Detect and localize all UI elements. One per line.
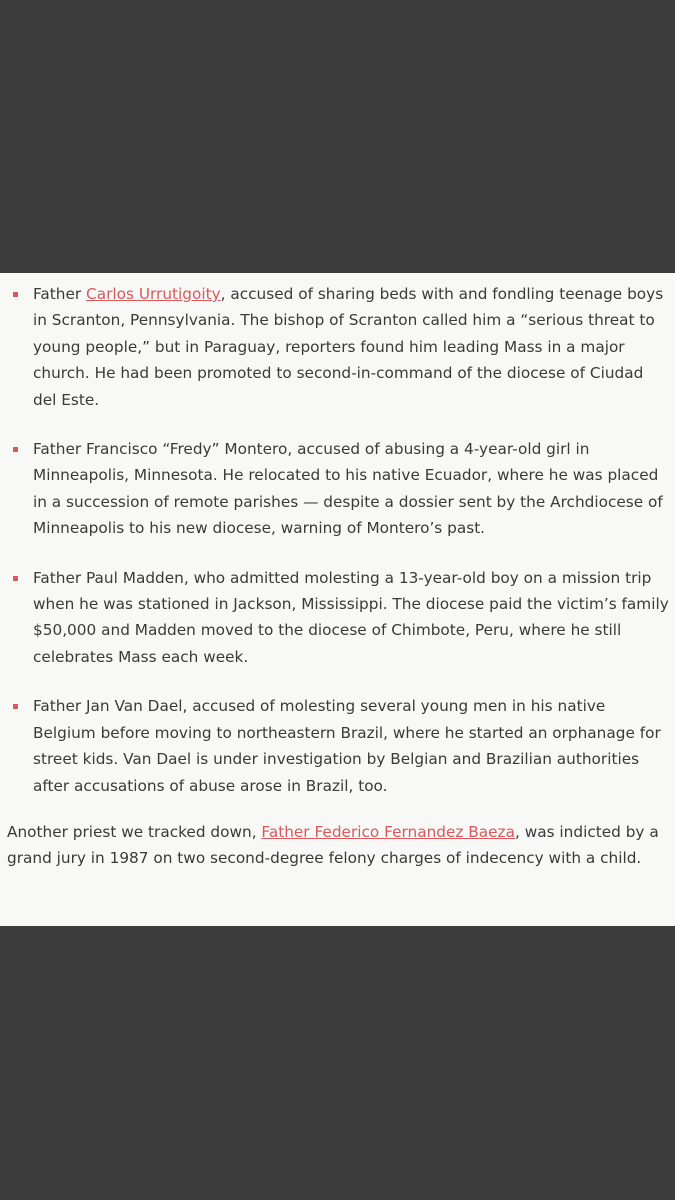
bullet-text: Father Jan Van Dael, accused of molesting several young men in his native Belgium before moving to northeastern Brazil, where he started an orphanage for street kids. Van Dael is under investigation by Belgian and Brazilian authorities after accusations of abuse arose in Brazil, too.	[33, 697, 661, 795]
priest-list	[0, 273, 675, 799]
list-item	[0, 693, 675, 799]
article-excerpt	[0, 273, 675, 926]
bullet-icon	[13, 576, 18, 581]
closing-paragraph	[0, 819, 675, 872]
bullet-text: Father Francisco “Fredy” Montero, accused of abusing a 4-year-old girl in Minneapolis, Minnesota. He relocated to his native Ecuador, where he was placed in a succession of remote parishes — despite a dossier sent by the Archdiocese of Minneapolis to his new diocese, warning of Montero’s past.	[33, 440, 663, 538]
bullet-icon	[13, 704, 18, 709]
bullet-text-before: Father	[33, 285, 87, 303]
bullet-icon	[13, 292, 18, 297]
list-item	[0, 281, 675, 413]
carlos-urrutigoity-link[interactable]: Carlos Urrutigoity	[86, 285, 221, 303]
list-item	[0, 565, 675, 671]
bullet-icon	[13, 447, 18, 452]
closing-text-after: , was indicted by a grand jury in 1987 on two second-degree felony charges of indecency with a child.	[7, 822, 659, 868]
closing-text-before: Another priest we tracked down,	[7, 822, 262, 841]
bullet-text: Father Paul Madden, who admitted molesting a 13-year-old boy on a mission trip when he was stationed in Jackson, Mississippi. The diocese paid the victim’s family $50,000 and Madden moved to the diocese of Chimbote, Peru, where he still celebrates Mass each week.	[33, 568, 669, 666]
list-item	[0, 436, 675, 542]
federico-fernandez-baeza-link[interactable]: Father Federico Fernandez Baeza	[261, 822, 515, 841]
bullet-text-after: , accused of sharing beds with and fondling teenage boys in Scranton, Pennsylvania. The bishop of Scranton called him a “serious threat to young people,” but in Paraguay, reporters found him leading Mass in a major church. He had been promoted to second-in-command of the diocese of Ciudad del Este.	[33, 285, 664, 409]
